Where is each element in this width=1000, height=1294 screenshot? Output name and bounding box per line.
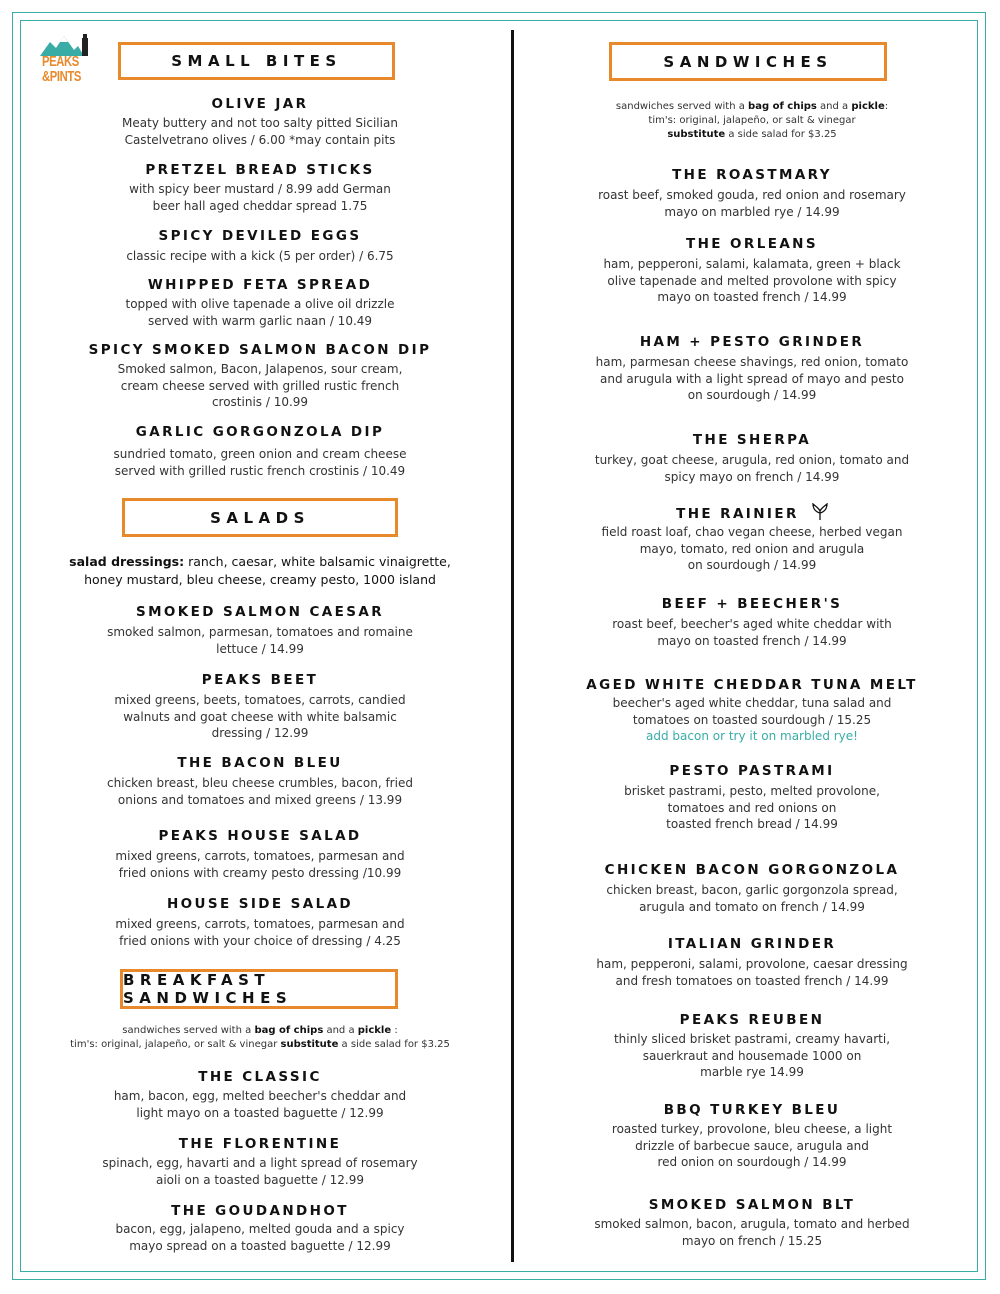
menu-item-name: GARLIC GORGONZOLA DIP <box>135 424 385 440</box>
menu-item-desc: Smoked salmon, Bacon, Jalapenos, sour cream, cream cheese served with grilled rustic french crostinis / 10.99 <box>117 362 403 409</box>
salad-dressings: salad dressings: ranch, caesar, white balsamic vinaigrette, honey mustard, bleu cheese, creamy pesto, 1000 island <box>69 554 451 587</box>
menu-item-desc: beecher's aged white cheddar, tuna salad and tomatoes on toasted sourdough / 15.25 add bacon or try it on marbled rye! <box>527 695 977 745</box>
menu-item-desc: with spicy beer mustard / 8.99 add German beer hall aged cheddar spread 1.75 <box>129 182 391 213</box>
breakfast-note: sandwiches served with a bag of chips and a pickle : tim's: original, jalapeño, or salt & vinegar substitute a side salad for $3.25 <box>70 1025 450 1050</box>
menu-item-name: PRETZEL BREAD STICKS <box>145 162 375 178</box>
menu-item-name: THE GOUDANDHOT <box>171 1203 349 1219</box>
menu-item-name: OLIVE JAR <box>211 96 309 112</box>
menu-item-name-with-vegan-icon <box>527 503 977 522</box>
menu-item-desc: turkey, goat cheese, arugula, red onion, tomato and spicy mayo on french / 14.99 <box>594 453 910 484</box>
menu-item-name: BBQ TURKEY BLEU <box>663 1102 841 1118</box>
menu-item-name: THE ORLEANS <box>686 236 818 252</box>
logo-text-line1: PEAKS <box>42 53 79 70</box>
menu-item-desc: classic recipe with a kick (5 per order) / 6.75 <box>126 249 394 263</box>
menu-item-name: THE SHERPA <box>692 432 812 448</box>
menu-item-desc: sundried tomato, green onion and cream cheese served with grilled rustic french crostinis / 10.49 <box>113 447 407 478</box>
menu-item-name: SPICY DEVILED EGGS <box>158 228 362 244</box>
menu-item-desc: ham, pepperoni, salami, kalamata, green + black olive tapenade and melted provolone with spicy mayo on toasted french / 14.99 <box>603 257 901 304</box>
section-header-breakfast-sandwiches <box>120 969 398 1009</box>
menu-item-desc: field roast loaf, chao vegan cheese, herbed vegan mayo, tomato, red onion and arugula on sourdough / 14.99 <box>601 525 903 572</box>
logo-text-line2: &PINTS <box>42 68 82 85</box>
menu-item-desc: thinly sliced brisket pastrami, creamy havarti, sauerkraut and housemade 1000 on marble rye 14.99 <box>613 1032 891 1079</box>
menu-item-desc: smoked salmon, parmesan, tomatoes and romaine lettuce / 14.99 <box>107 625 413 656</box>
menu-item-name: BEEF + BEECHER'S <box>661 596 843 612</box>
menu-item-name: AGED WHITE CHEDDAR TUNA MELT <box>586 677 918 693</box>
menu-item-desc: mixed greens, carrots, tomatoes, parmesan and fried onions with your choice of dressing / 4.25 <box>115 917 405 948</box>
section-title: BREAKFAST SANDWICHES <box>123 971 293 1007</box>
menu-item-name: CHICKEN BACON GORGONZOLA <box>604 862 900 878</box>
menu-item-desc: chicken breast, bleu cheese crumbles, bacon, fried onions and tomatoes and mixed greens / 13.99 <box>107 776 413 807</box>
menu-item-desc: spinach, egg, havarti and a light spread of rosemary aioli on a toasted baguette / 12.99 <box>102 1156 418 1187</box>
menu-item-desc: Meaty buttery and not too salty pitted Sicilian Castelvetrano olives / 6.00 *may contain pits <box>122 116 398 147</box>
menu-item-name: SMOKED SALMON BLT <box>648 1197 856 1213</box>
menu-item-name: THE BACON BLEU <box>177 755 343 771</box>
left-column <box>40 0 480 1294</box>
menu-item-name: WHIPPED FETA SPREAD <box>147 277 373 293</box>
menu-item-name: PEAKS BEET <box>201 672 319 688</box>
menu-item-desc: roasted turkey, provolone, bleu cheese, a light drizzle of barbecue sauce, arugula and red onion on sourdough / 14.99 <box>611 1122 893 1169</box>
section-title: SANDWICHES <box>663 52 833 71</box>
menu-item-name: THE RAINIER <box>676 506 799 522</box>
menu-item-desc: mixed greens, carrots, tomatoes, parmesan and fried onions with creamy pesto dressing /10.99 <box>115 849 405 880</box>
menu-item-desc: ham, bacon, egg, melted beecher's cheddar and light mayo on a toasted baguette / 12.99 <box>113 1089 407 1120</box>
menu-item-desc: ham, parmesan cheese shavings, red onion, tomato and arugula with a light spread of mayo and pesto on sourdough / 14.99 <box>595 355 909 402</box>
menu-item-desc: roast beef, beecher's aged white cheddar with mayo on toasted french / 14.99 <box>612 617 892 648</box>
menu-item-name: SMOKED SALMON CAESAR <box>135 604 385 620</box>
menu-item-name: HAM + PESTO GRINDER <box>639 334 865 350</box>
section-title: SALADS <box>210 508 310 527</box>
menu-item-desc: brisket pastrami, pesto, melted provolone, tomatoes and red onions on toasted french bread / 14.99 <box>624 784 880 831</box>
menu-item-desc: ham, pepperoni, salami, provolone, caesar dressing and fresh tomatoes on toasted french / 14.99 <box>596 957 908 988</box>
menu-item-name: PEAKS REUBEN <box>679 1012 825 1028</box>
menu-item-name: THE ROASTMARY <box>672 167 832 183</box>
section-header-salads <box>122 498 398 537</box>
menu-item-desc: smoked salmon, bacon, arugula, tomato and herbed mayo on french / 15.25 <box>594 1217 910 1248</box>
column-divider <box>511 30 514 1262</box>
menu-item-name: ITALIAN GRINDER <box>667 936 837 952</box>
menu-item-desc: topped with olive tapenade a olive oil drizzle served with warm garlic naan / 10.49 <box>125 297 395 328</box>
menu-item-name: THE CLASSIC <box>198 1069 322 1085</box>
menu-item-desc: mixed greens, beets, tomatoes, carrots, candied walnuts and goat cheese with white balsamic dressing / 12.99 <box>114 693 406 740</box>
menu-item-desc: chicken breast, bacon, garlic gorgonzola spread, arugula and tomato on french / 14.99 <box>606 883 898 914</box>
menu-item-desc: roast beef, smoked gouda, red onion and rosemary mayo on marbled rye / 14.99 <box>598 188 906 219</box>
menu-item-name: PESTO PASTRAMI <box>669 763 835 779</box>
vegan-leaf-icon <box>812 503 828 521</box>
menu-item-addon: add bacon or try it on marbled rye! <box>646 729 858 743</box>
menu-item-name: PEAKS HOUSE SALAD <box>158 828 362 844</box>
section-title: SMALL BITES <box>171 52 342 70</box>
right-column <box>527 0 977 1294</box>
menu-item-desc: bacon, egg, jalapeno, melted gouda and a spicy mayo spread on a toasted baguette / 12.99 <box>115 1222 405 1253</box>
menu-item-name: SPICY SMOKED SALMON BACON DIP <box>88 342 432 358</box>
sandwiches-note: sandwiches served with a bag of chips and a pickle: tim's: original, jalapeño, or salt & vinegar substitute a side salad for $3.25 <box>615 101 889 140</box>
menu-item-name: HOUSE SIDE SALAD <box>166 896 354 912</box>
menu-item-name: THE FLORENTINE <box>178 1136 342 1152</box>
